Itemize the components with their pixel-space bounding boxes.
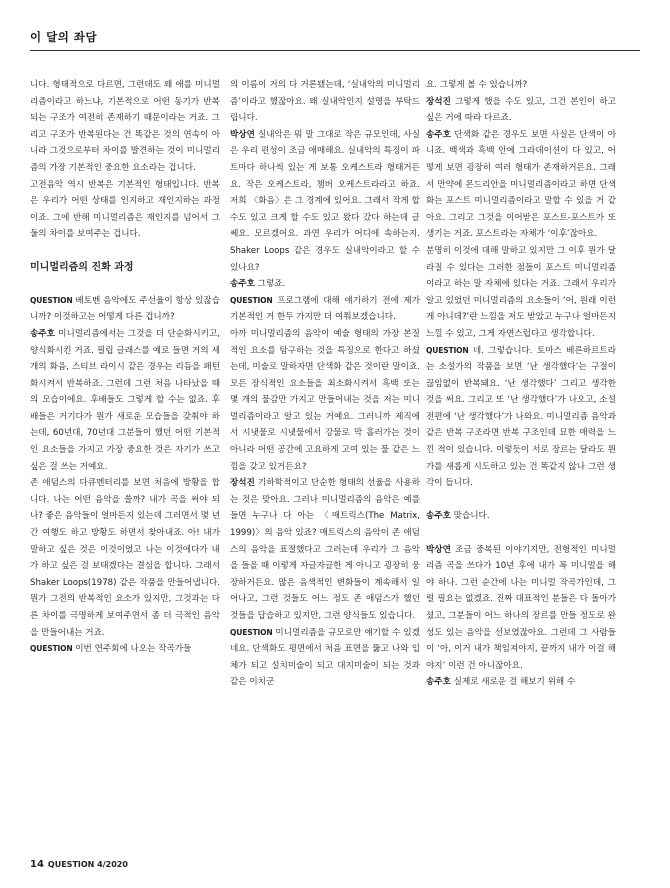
speaker-label: QUESTION [30, 644, 73, 654]
speaker-label: 장석진 [230, 478, 255, 489]
speaker-label: 송주호 [426, 511, 451, 522]
paragraph: 장석진 그렇게 했을 수도 있고, 그건 본인이 하고 싶은 거에 따라 다르죠. [426, 96, 616, 124]
speaker-label: 박상연 [426, 544, 451, 555]
section-title: 미니멀리즘의 진화 과정 [30, 261, 134, 273]
speaker-label: QUESTION [426, 345, 469, 355]
section-header: 이 달의 좌담 [30, 30, 98, 44]
paragraph: 분명히 이것에 대해 말하고 있지만 그 이후 뭔가 달라질 수 있다는 그러한 점들이 포스트 미니멀리즘이라고 하는 말 자체에 있다는 거죠. 그래서 우리가 알고 있었던 미니멀리즘의 요소들이 ‘어, 원래 이런 게 아니데?’란 느낌을 저도 받았고 누구나 얼마든지 느낄 수 있고, 그게 자연스럽다고 생각합니다. [426, 245, 616, 339]
speaker-label: 송주호 [426, 677, 451, 688]
paragraph: 송주호 그렇죠. [230, 279, 286, 290]
paragraph: 장석진 기하학적이고 단순한 형태의 선율을 사용하는 것은 맞아요. 그러나 미니멀리즘의 음악은 예를 들면 누구나 다 아는 〈매트릭스(The Matrix, 1999)〉의 음악 있죠? 매트릭스의 음악이 존 애덤스의 음악을 표절했다고 그러는데 우리가 그 음악을 들을 때 이렇게 자글자글한 게 아니고 굉장히 웅장하거든요. 많은 음색적인 변화들이 계속해서 일어나고, 그런 것들도 어느 정도 존 애덤스가 했던 것들을 답습하고 있지만, 그런 양식들도 있습니다. [230, 478, 420, 621]
header-rule [30, 50, 640, 51]
page-footer [30, 859, 128, 870]
paragraph: QUESTION 네. 그렇습니다. 토마스 베른하르트라는 소설가의 작품을 보면 ‘난 생각했다’는 구절이 끊임없이 반복돼요. ‘난 생각했다’ 그리고 생각한 것을 써요. 그리고 또 ‘난 생각했다’가 나오고, 소설 전편에 ‘난 생각했다’가 나와요. 미니멀리즘 음악과 같은 반복 구조라면 반복 구조인데 묘한 매력을 느낀 적이 있습니다. 이렇듯이 서로 장르는 달라도 뭔가를 새롭게 시도하고 있는 건 똑같지 않나 그런 생각이 듭니다. [426, 345, 616, 489]
paragraph: QUESTION 미니멀리즘을 규모로만 얘기할 수 있겠네요. 단색화도 평면에서 처음 표면을 뚫고 나와 입체가 되고 설치미술이 되고 대지미술이 되는 것과 같은 이치군 [230, 627, 420, 688]
paragraph: QUESTION 베토벤 음악에도 주선율이 항상 있잖습니까? 이것하고는 어떻게 다른 겁니까? [30, 295, 220, 323]
paragraph: 송주호 맞습니다. [426, 511, 490, 522]
speaker-label: 송주호 [426, 129, 451, 140]
paragraph: 박상연 조금 중복된 이야기지만, 전형적인 미니멀리즘 곡을 쓰다가 10년 후에 내가 꼭 미니멀을 해야 하나. 그런 순간에 나는 미니멀 작곡가인데, 그럴 필요는 없겠죠. 진짜 대표적인 분들은 다 돌아가셨고, 그분들이 어느 하나의 장르를 만들 정도로 완성도 있는 음악을 선보였잖아요. 그런데 그 사람들이 ‘아, 이거 내가 책임져야지, 끝까지 내가 이걸 해야지’ 이런 건 아니잖아요. [426, 544, 616, 671]
paragraph: 아까 미니멀리즘의 음악이 예술 형태의 가장 본질적인 요소를 탐구하는 것을 특징으로 한다고 하셨는데, 미술로 말하자면 단색화 같은 것이란 말이죠. 모든 장식적인 요소들을 최소화시켜서 흑백 또는 몇 개의 물감만 가지고 만들어내는 것을 저는 미니멀리즘이라고 알고 있는 거예요. 그러니까 제직에서 시냇물로 시냇물에서 강물로 막 흘러가는 것이 아니라 어떤 공간에 고요하게 고여 있는 물 같은 느낌을 갖고 있거든요? [230, 328, 420, 472]
paragraph: 존 애덤스의 다큐멘터리를 보면 처음에 방황을 합니다. 나는 어떤 음악을 쓸까? 내가 곡을 써야 되나? 좋은 음악들이 얼마든지 있는데 그러면서 몇 년 간 여행도 하고 방황도 하면서 찾아내죠. 아! 내가 말하고 싶은 것은 이것이었고 나는 이것에다가 내가 하고 싶은 걸 보태겠다는 결심을 합니다. 그래서 Shaker Loops(1978) 같은 작품을 만들어냅니다. 뭔가 그전의 반복적인 요소가 있지만, 그것과는 다른 차이를 극명하게 보여주면서 좀 더 극적인 음악을 만들어내는 거죠. [30, 478, 220, 638]
speaker-label: 송주호 [30, 328, 55, 339]
paragraph: 송주호 미니멀리즘에서는 그것을 더 단순화시키고, 양식화시킨 거죠. 필립 글래스를 예로 들면 거의 세 개의 화음, 스티브 라이시 같은 경우는 리듬을 패턴화시켜서 반복하죠. 그런데 그런 처음 나타났을 때의 모습이에요. 후배들도 그렇게 할 수는 없죠. 후배들은 거기다가 뭔가 새로운 모습들을 갖춰야 하는데, 60년대, 70년대 그분들이 했던 어떤 기본적인 요소들을 가지고 가장 중요한 것은 자기가 쓰고 싶은 걸 쓰는 거예요. [30, 328, 220, 472]
paragraph: 송주호 단색화 같은 경우도 보면 사실은 단색이 아니죠. 백색과 흑백 안에 그라데이션이 다 있고, 어떻게 보면 굉장히 여러 형태가 존재하거든요. 그래서 만약에 몬드리안을 미니멀리즘이라고 하면 단색화는 포스트 미니멀리즘이라고 말할 수 있을 거 같아요. 그리고 그것을 이어받은 포스트-포스트가 또 생기는 거죠. 포스트라는 자체가 ‘이후’잖아요. [426, 129, 616, 240]
speaker-label: QUESTION [230, 627, 273, 637]
paragraph: 요. 그렇게 볼 수 있습니까? [426, 80, 528, 90]
column-2 [230, 77, 420, 691]
column-3 [426, 77, 616, 691]
paragraph: QUESTION 프로그램에 대해 얘기하기 전에 제가 기본적인 거 한두 가지만 더 여쭤보겠습니다. [230, 295, 420, 323]
paragraph: 고전음악 역시 반복은 기본적인 형태입니다. 반복은 우리가 어떤 상태를 인지하고 재인지하는 과정이죠. 그에 반해 미니멀리즘은 재인지를 넘어서 그 둘의 차이를 보여주는 겁니다. [30, 179, 220, 240]
speaker-label: QUESTION [230, 295, 273, 305]
paragraph: 니다. 형태적으로 다르면, 그런데도 왜 애를 미니멀리즘이라고 하느냐, 기본적으로 어떤 동기가 반복되는 구조가 여전히 존재하기 때문이라는 거죠. 그리고 구조가 반복된다는 건 똑같은 것의 연속이 아니라 그것으로부터 차이를 발견하는 것이 미니멀리즘의 가장 기본적인 중요한 요소라는 겁니다. [30, 80, 220, 173]
paragraph: 송주호 실제로 새로운 걸 해보기 위해 수 [426, 677, 576, 688]
speaker-label: QUESTION [30, 295, 73, 305]
issue-label: QUESTION 4/2020 [47, 860, 128, 869]
column-1 [30, 77, 220, 658]
speaker-label: 박상연 [230, 129, 255, 140]
page-number: 14 [30, 859, 44, 870]
paragraph: 박상연 실내악은 뭐 말 그대로 작은 규모인데, 사실은 우리 편성이 조금 애매해요. 실내악의 특징이 파트마다 하나씩 있는 게 보통 오케스트라 형태거든요. 작은 오케스트라, 챔버 오케스트라라고 하죠. 저희 〈화음〉은 그 경계에 있어요. 그래서 작게 할 수도 있고 크게 할 수도 있고 왔다 갔다 하는데 글쎄요. 모르겠어요. 과연 우리가 어디에 속하는지. Shaker Loops 같은 경우도 실내악이라고 할 수 있나요? [230, 129, 420, 273]
speaker-label: 장석진 [426, 96, 451, 107]
paragraph: QUESTION 이번 연주회에 나오는 작곡가들 [30, 644, 192, 655]
speaker-label: 송주호 [230, 279, 255, 290]
paragraph: 의 이름이 거의 다 거론됐는데, ‘실내악의 미니멀리즘’이라고 했잖아요. 왜 실내악인지 설명을 부탁드립니다. [230, 80, 420, 124]
